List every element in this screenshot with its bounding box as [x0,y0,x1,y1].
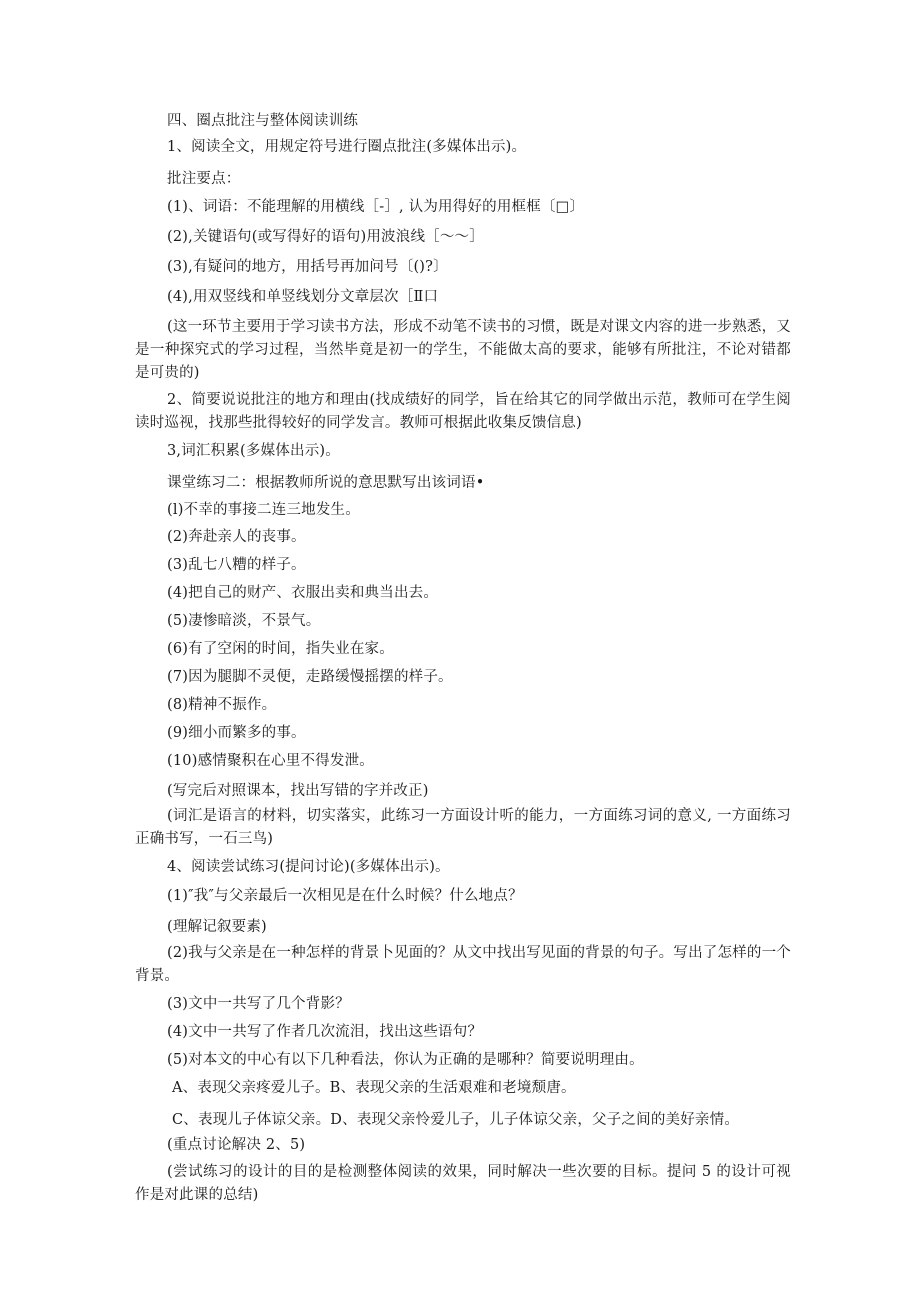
exercise-item-10: (10)感情聚积在心里不得发泄。 [167,753,374,769]
question-1-note: (理解记叙要素) [167,919,267,935]
exercise-item-9: (9)细小而繁多的事。 [167,725,306,741]
note-vocabulary-purpose: (词汇是语言的材料，切实落实，此练习一方面设计听的能力，一方面练习词的意义, 一方面练习正确书写，一石三鸟) [135,808,791,847]
item-2-explain-annotations: 2、简要说说批注的地方和理由(找成绩好的同学，旨在给其它的同学做出示范，教师可在学生阅读时巡视，找那些批得较好的同学发言。教师可根据此收集反馈信息) [135,392,791,431]
exercise-item-3: (3)乱七八糟的样子。 [167,557,306,573]
question-1: (1)″我″与父亲最后一次相见是在什么时候？什么地点？ [167,888,523,904]
annotation-point-3: (3),有疑问的地方，用括号再加问号〔()?〕 [167,259,448,275]
final-design-note: (尝试练习的设计的目的是检测整体阅读的效果，同时解决一些次要的目标。提问 5 的设计可视作是对此课的总结) [135,1164,791,1203]
annotation-points-label: 批注要点： [167,171,241,187]
question-4: (4)文中一共写了作者几次流泪，找出这些语句？ [167,1024,483,1040]
question-3: (3)文中一共写了几个背影？ [167,996,350,1012]
note-reading-method: (这一环节主要用于学习读书方法，形成不动笔不读书的习惯，既是对课文内容的进一步熟悉，又是一种探究式的学习过程，当然毕竟是初一的学生，不能做太高的要求，能够有所批注，不论对错都是可贵的) [135,319,791,381]
item-3-vocabulary: 3,词汇积累(多媒体出示)。 [167,443,340,459]
exercise-item-4: (4)把自己的财产、衣服出卖和典当出去。 [167,585,439,601]
question-5: (5)对本文的中心有以下几种看法，你认为正确的是哪种？简要说明理由。 [167,1052,644,1068]
exercise-2-label: 课堂练习二：根据教师所说的意思默写出该词语• [167,475,485,491]
question-2: (2)我与父亲是在一种怎样的背景卜见面的？从文中找出写见面的背景的句子。写出了怎样的一个背景。 [135,945,791,984]
annotation-point-1: (1)、词语：不能理解的用横线［-］, 认为用得好的用框框〔□〕 [167,199,585,215]
question-5-options-a-b: A、表现父亲疼爱儿子。B、表现父亲的生活艰难和老境颓唐。 [172,1080,576,1096]
section-title: 四、圈点批注与整体阅读训练 [167,113,359,129]
focus-discussion-note: (重点讨论解决 2、5) [167,1137,306,1153]
exercise-item-5: (5)凄惨暗淡，不景气。 [167,613,321,629]
exercise-item-1: (l)不幸的事接二连三地发生。 [167,502,360,518]
exercise-item-8: (8)精神不振作。 [167,697,277,713]
annotation-point-4: (4),用双竖线和单竖线划分文章层次［Ⅱ口 [167,289,439,305]
question-5-options-c-d: C、表现儿子体谅父亲。D、表现父亲怜爱儿子，儿子体谅父亲，父子之间的美好亲情。 [172,1112,740,1128]
exercise-item-2: (2)奔赴亲人的丧事。 [167,529,306,545]
annotation-point-2: (2),关键语句(或写得好的语句)用波浪线［～～］ [167,229,484,245]
item-1-read-and-annotate: 1、阅读全文，用规定符号进行圈点批注(多媒体出示)。 [167,139,527,155]
exercise-item-6: (6)有了空闲的时间，指失业在家。 [167,641,394,657]
note-check-and-correct: (写完后对照课本，找出写错的字并改正) [167,783,429,799]
item-4-reading-practice: 4、阅读尝试练习(提问讨论)(多媒体出示)。 [167,859,450,875]
exercise-item-7: (7)因为腿脚不灵便，走路缓慢摇摆的样子。 [167,669,453,685]
